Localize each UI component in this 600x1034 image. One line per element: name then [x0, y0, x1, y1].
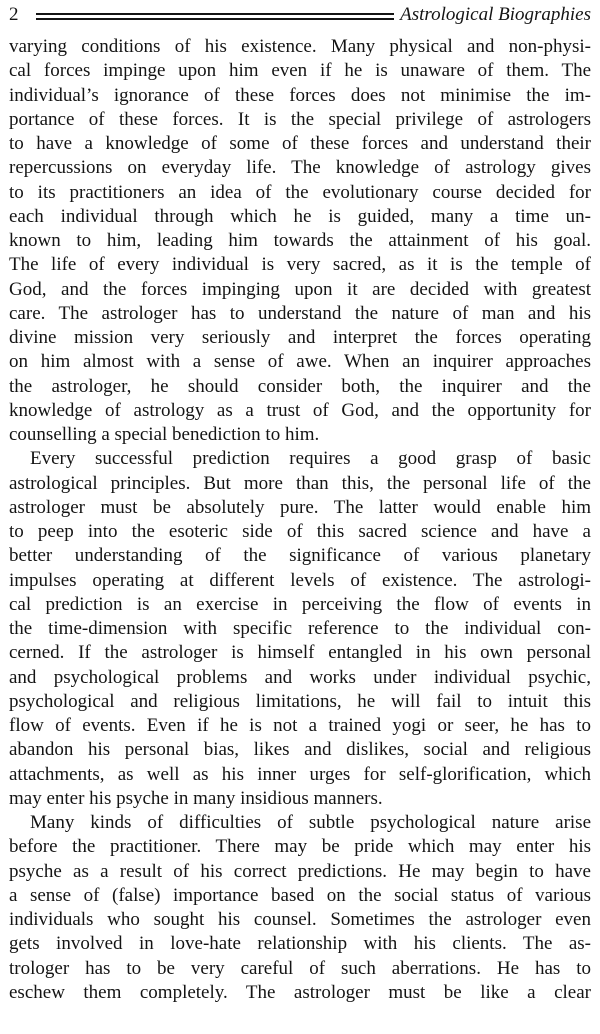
- paragraph-end-line: counselling a special benediction to him.: [9, 424, 320, 445]
- header-rule-upper: [36, 13, 394, 15]
- text-line: flow of events. Even if he is not a trained yogi or seer, he has to: [9, 715, 591, 736]
- text-line: cal prediction is an exercise in perceiving the flow of events in: [9, 593, 591, 615]
- text-line: before the practitioner. There may be pride which may enter his: [9, 836, 591, 858]
- text-line: trologer has to be very careful of such aberrations. He has to: [9, 957, 591, 979]
- text-line: astrological principles. But more than this, the personal life of the: [9, 472, 591, 494]
- text-line: known to him, leading him towards the attainment of his goal.: [9, 230, 591, 251]
- text-line: impulses operating at different levels of existence. The astrologi-: [9, 569, 591, 591]
- text-line: varying conditions of his existence. Many physical and non-physi-: [9, 36, 591, 57]
- text-line: God, and the forces impinging upon it are decided with greatest: [9, 278, 591, 300]
- text-line: astrologer must be absolutely pure. The latter would enable him: [9, 496, 591, 518]
- text-line: The life of every individual is very sacred, as it is the temple of: [9, 254, 591, 276]
- text-line: cerned. If the astrologer is himself entangled in his own personal: [9, 642, 591, 664]
- text-line: eschew them completely. The astrologer must be like a clear: [9, 981, 591, 1003]
- text-line: repercussions on everyday life. The knowledge of astrology gives: [9, 157, 591, 179]
- paragraph-start-line: Many kinds of difficulties of subtle psychological nature arise: [30, 812, 591, 833]
- paragraph-end-line: may enter his psyche in many insidious manners.: [9, 787, 383, 809]
- text-line: individual’s ignorance of these forces does not minimise the im-: [9, 84, 591, 106]
- text-line: to its practitioners an idea of the evolutionary course decided for: [9, 181, 591, 203]
- text-line: portance of these forces. It is the special privilege of astrologers: [9, 108, 591, 130]
- text-line: attachments, as well as his inner urges for self-glorification, which: [9, 763, 591, 785]
- text-line: to peep into the esoteric side of this sacred science and have a: [9, 521, 591, 542]
- text-line: better understanding of the significance of various planetary: [9, 545, 591, 567]
- page-header: [9, 4, 591, 28]
- text-line: the time-dimension with specific reference to the individual con-: [9, 618, 591, 639]
- text-line: psyche as a result of his correct predictions. He may begin to have: [9, 860, 591, 882]
- running-title: Astrological Biographies: [400, 4, 591, 25]
- text-line: to have a knowledge of some of these forces and understand their: [9, 133, 591, 154]
- text-line: care. The astrologer has to understand the nature of man and his: [9, 302, 591, 324]
- text-line: each individual through which he is guided, many a time un-: [9, 205, 591, 227]
- text-line: psychological and religious limitations, he will fail to intuit this: [9, 690, 591, 712]
- text-line: cal forces impinge upon him even if he is unaware of them. The: [9, 60, 591, 82]
- body-text: [9, 35, 591, 1005]
- text-line: on him almost with a sense of awe. When an inquirer approaches: [9, 351, 591, 373]
- paragraph-start-line: Every successful prediction requires a good grasp of basic: [30, 448, 591, 470]
- text-line: gets involved in love-hate relationship with his clients. The as-: [9, 933, 591, 955]
- text-line: the astrologer, he should consider both, the inquirer and the: [9, 375, 591, 397]
- text-line: divine mission very seriously and interpret the forces operating: [9, 327, 591, 348]
- header-rule-lower: [36, 18, 394, 20]
- text-line: and psychological problems and works under individual psychic,: [9, 666, 591, 688]
- page-number: 2: [9, 4, 19, 25]
- text-line: a sense of (false) importance based on the social status of various: [9, 884, 591, 906]
- text-line: abandon his personal bias, likes and dislikes, social and religious: [9, 739, 591, 761]
- text-line: individuals who sought his counsel. Sometimes the astrologer even: [9, 909, 591, 930]
- text-line: knowledge of astrology as a trust of God, and the opportunity for: [9, 399, 591, 421]
